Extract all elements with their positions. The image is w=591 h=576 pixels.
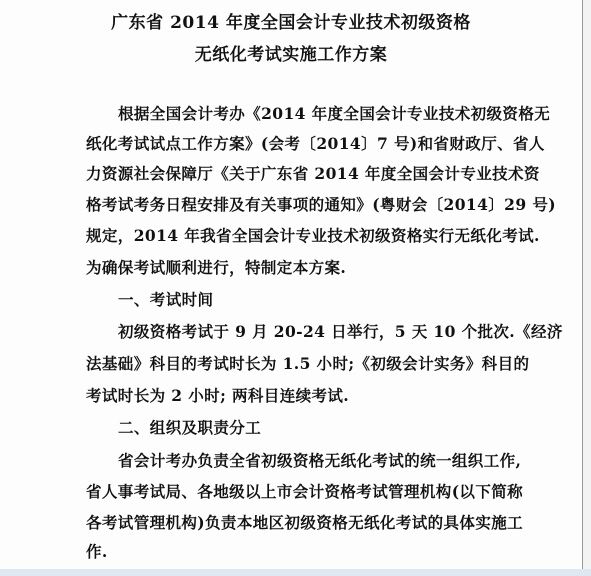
section-2-line-3: 各考试管理机构)负责本地区初级资格无纸化考试的具体实施工	[86, 513, 524, 532]
intro-line-6: 为确保考试顺利进行，特制定本方案.	[86, 258, 347, 277]
intro-line-1: 根据全国会计考办《2014 年度全国会计专业技术初级资格无	[118, 104, 551, 123]
intro-line-2: 纸化考试试点工作方案》(会考〔2014〕7 号)和省财政厅、省人	[86, 134, 545, 153]
section-2-heading: 二、组织及职责分工	[118, 418, 262, 437]
section-1-line-1: 初级资格考试于 9 月 20-24 日举行，5 天 10 个批次.《经济	[118, 322, 563, 341]
section-1-line-3: 考试时长为 2 小时; 两科目连续考试.	[86, 386, 350, 405]
viewer-bottom-bar	[0, 569, 591, 576]
section-2-line-1: 省会计考办负责全省初级资格无纸化考试的统一组织工作,	[118, 451, 522, 470]
intro-line-5: 规定，2014 年我省全国会计专业技术初级资格实行无纸化考试.	[86, 226, 540, 245]
document-title-line-2: 无纸化考试实施工作方案	[194, 45, 388, 65]
section-1-heading: 一、考试时间	[118, 290, 214, 309]
document-title-line-1: 广东省 2014 年度全国会计专业技术初级资格	[111, 13, 471, 33]
section-1-line-2: 法基础》科目的考试时长为 1.5 小时;《初级会计实务》科目的	[86, 354, 530, 373]
intro-line-3: 力资源社会保障厅《关于广东省 2014 年度全国会计专业技术资	[86, 164, 540, 183]
section-2-line-2: 省人事考试局、各地级以上市会计资格考试管理机构(以下简称	[86, 482, 524, 501]
section-2-line-4: 作.	[86, 542, 108, 561]
viewer-scroll-gutter[interactable]	[583, 0, 591, 576]
intro-line-4: 格考试考务日程安排及有关事项的通知》(粤财会〔2014〕29 号)	[86, 195, 556, 214]
